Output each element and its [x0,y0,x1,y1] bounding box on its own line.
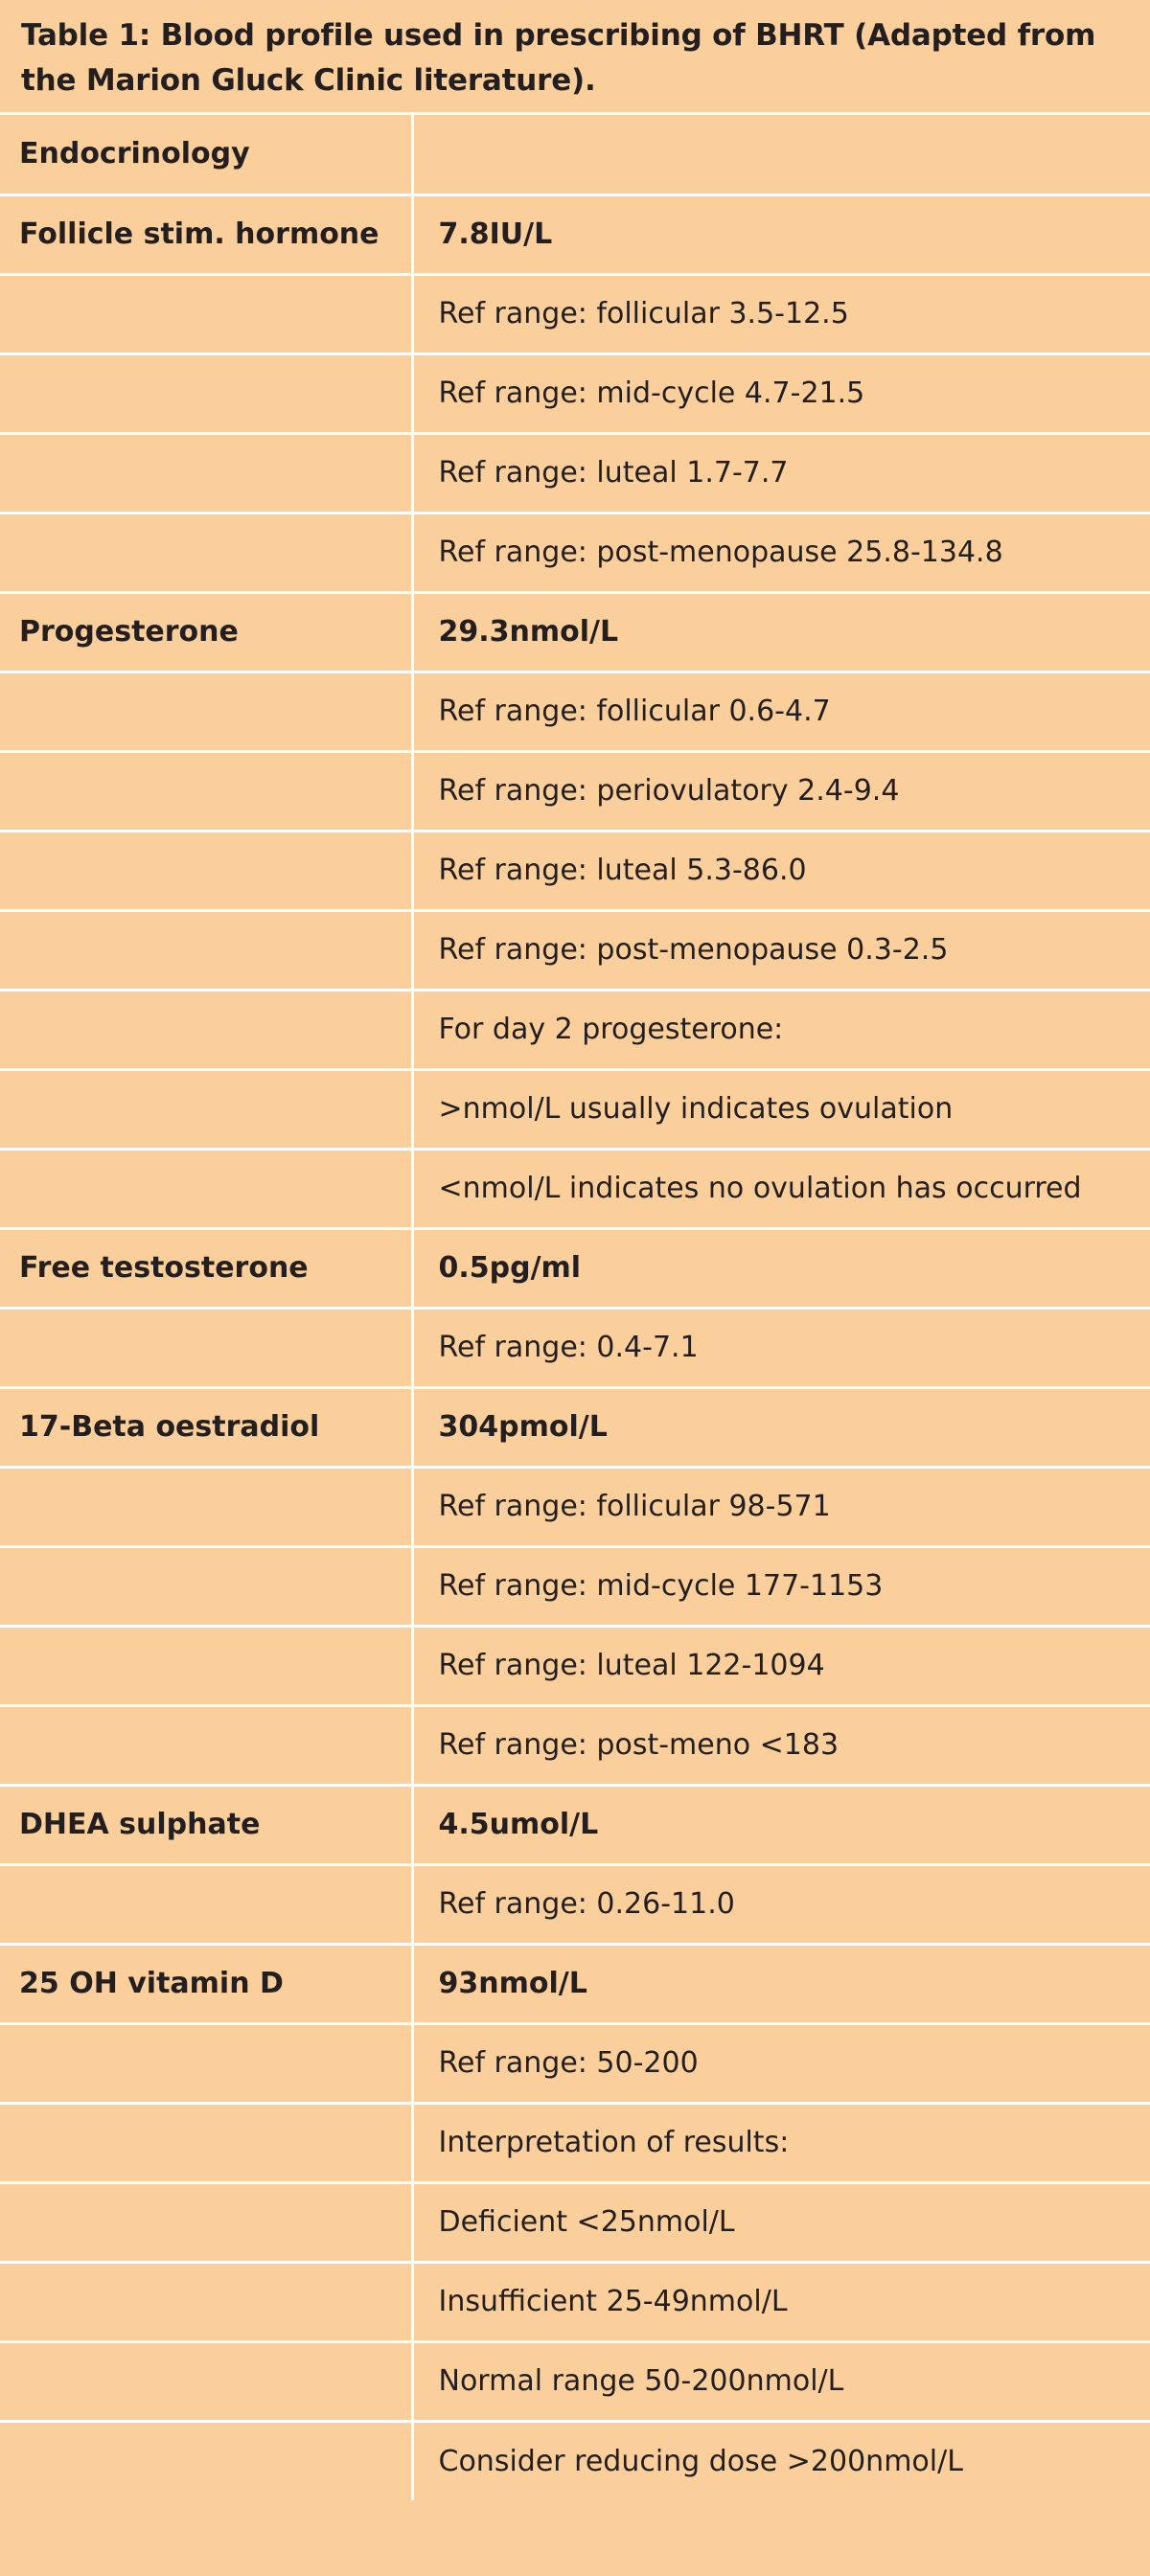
reference-cell: Ref range: 50-200 [412,2023,1150,2103]
row-label-cell: DHEA sulphate [0,1785,412,1864]
row-label-cell: Progesterone [0,592,412,672]
row-label-cell [0,513,412,592]
row-label-cell [0,2023,412,2103]
measured-value-cell: 7.8IU/L [412,194,1150,274]
table-row [0,2421,1150,2500]
measured-value-cell: 93nmol/L [412,1944,1150,2023]
row-label-cell [0,2182,412,2262]
table-row [0,194,1150,274]
reference-cell: <nmol/L indicates no ovulation has occurred [412,1149,1150,1228]
reference-cell [412,115,1150,194]
table-row [0,1069,1150,1149]
row-label-cell: Follicle stim. hormone [0,194,412,274]
reference-cell: Ref range: post-menopause 25.8-134.8 [412,513,1150,592]
table-row [0,2262,1150,2341]
table-row [0,1228,1150,1308]
row-label-cell [0,2421,412,2500]
row-label-cell [0,274,412,353]
reference-cell: Ref range: mid-cycle 4.7-21.5 [412,353,1150,433]
table-row [0,751,1150,831]
row-label-cell [0,751,412,831]
reference-cell: Ref range: post-menopause 0.3-2.5 [412,910,1150,990]
table-row [0,1149,1150,1228]
table-row [0,990,1150,1069]
row-label-cell [0,2103,412,2182]
table-row [0,2341,1150,2421]
reference-cell: Ref range: follicular 0.6-4.7 [412,672,1150,751]
table-row [0,1546,1150,1626]
table-row [0,1864,1150,1944]
measured-value-cell: 4.5umol/L [412,1785,1150,1864]
row-label-cell [0,672,412,751]
reference-cell: Ref range: periovulatory 2.4-9.4 [412,751,1150,831]
row-label-cell: 17-Beta oestradiol [0,1387,412,1467]
table-row [0,1944,1150,2023]
table-row [0,274,1150,353]
row-label-cell: 25 OH vitamin D [0,1944,412,2023]
reference-cell: For day 2 progesterone: [412,990,1150,1069]
blood-profile-table [0,115,1150,2500]
table-row [0,1467,1150,1546]
reference-cell: Insufficient 25-49nmol/L [412,2262,1150,2341]
table-row [0,433,1150,513]
table-row [0,1626,1150,1705]
reference-cell: Ref range: follicular 3.5-12.5 [412,274,1150,353]
row-label-cell [0,1467,412,1546]
table-row [0,1308,1150,1387]
reference-cell: Consider reducing dose >200nmol/L [412,2421,1150,2500]
reference-cell: Ref range: luteal 122-1094 [412,1626,1150,1705]
reference-cell: Ref range: luteal 5.3-86.0 [412,831,1150,910]
row-label-cell [0,990,412,1069]
row-label-cell [0,831,412,910]
table-row [0,115,1150,194]
reference-cell: Deficient <25nmol/L [412,2182,1150,2262]
table-row [0,910,1150,990]
table-row [0,353,1150,433]
measured-value-cell: 304pmol/L [412,1387,1150,1467]
row-label-cell [0,2262,412,2341]
measured-value-cell: 29.3nmol/L [412,592,1150,672]
table-row [0,1705,1150,1785]
row-label-cell [0,1149,412,1228]
row-label-cell: Endocrinology [0,115,412,194]
reference-cell: >nmol/L usually indicates ovulation [412,1069,1150,1149]
table-body [0,115,1150,2500]
reference-cell: Ref range: luteal 1.7-7.7 [412,433,1150,513]
table-caption: Table 1: Blood profile used in prescribing of BHRT (Adapted from the Marion Gluck Clinic literature). [0,0,1150,115]
reference-cell: Ref range: 0.4-7.1 [412,1308,1150,1387]
table-row [0,1785,1150,1864]
reference-cell: Ref range: mid-cycle 177-1153 [412,1546,1150,1626]
row-label-cell [0,433,412,513]
reference-cell: Ref range: post-meno <183 [412,1705,1150,1785]
table-row [0,513,1150,592]
table-row [0,592,1150,672]
row-label-cell [0,910,412,990]
row-label-cell [0,1069,412,1149]
table-row [0,2023,1150,2103]
reference-cell: Ref range: 0.26-11.0 [412,1864,1150,1944]
row-label-cell [0,1864,412,1944]
table-row [0,2103,1150,2182]
row-label-cell [0,353,412,433]
row-label-cell [0,2341,412,2421]
row-label-cell [0,1626,412,1705]
row-label-cell [0,1546,412,1626]
row-label-cell: Free testosterone [0,1228,412,1308]
row-label-cell [0,1705,412,1785]
table-row [0,672,1150,751]
measured-value-cell: 0.5pg/ml [412,1228,1150,1308]
reference-cell: Ref range: follicular 98-571 [412,1467,1150,1546]
reference-cell: Normal range 50-200nmol/L [412,2341,1150,2421]
row-label-cell [0,1308,412,1387]
table-row [0,2182,1150,2262]
table-row [0,831,1150,910]
reference-cell: Interpretation of results: [412,2103,1150,2182]
table-row [0,1387,1150,1467]
